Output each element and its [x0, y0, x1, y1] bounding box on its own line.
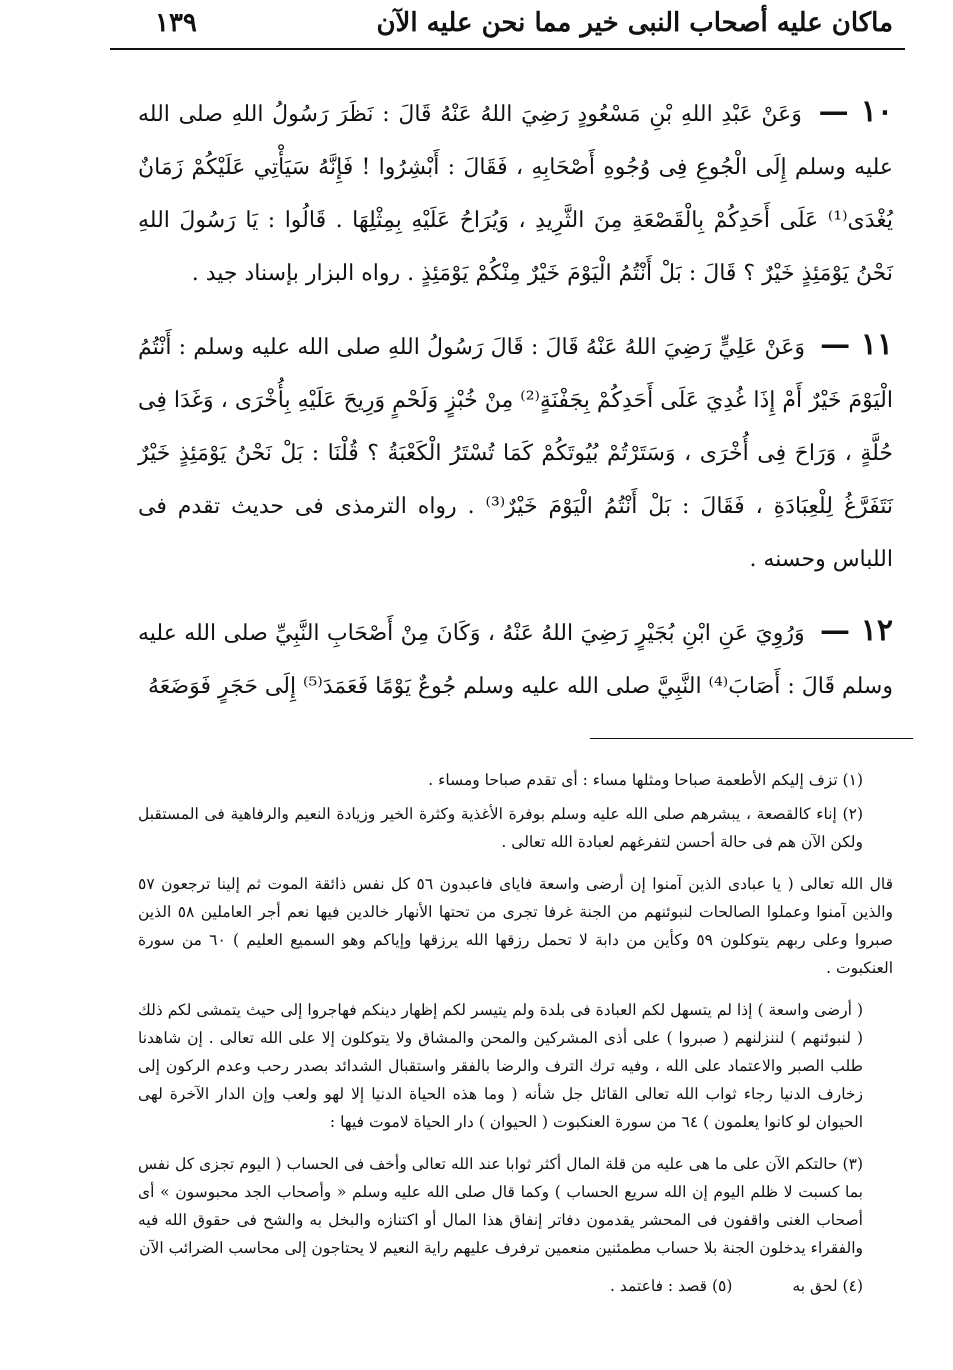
page-header: [60, 8, 893, 48]
hadith-number: ١١ —: [820, 327, 893, 362]
footnote-3: (٣) حالتكم الآن على ما هى عليه من قلة المال أكثر ثوابا عند الله تعالى وأخف فى الحساب ( اليوم تجزى كل نفس بما كسبت لا ظلم اليوم إن الله سريع الحساب ) وكما قال صلى الله عليه وسلم « وأصحاب الجد محبوسون » أى أصحاب الغنى واقفون فى المحشر يقدمون دفاتر إنفاق هذا المال أو اكتنازه والبخل به والشح فى حقوق الله فيه والفقراء يدخلون الجنة بلا حساب مطمئنين منعمين ترفرف عليهم راية النعيم لا يحتاجون إلى محاسب الضرائب الآن: [138, 1155, 863, 1257]
short-footnotes: [138, 1272, 893, 1300]
footnote-quran-quote: قال الله تعالى ( يا عبادى الذين آمنوا إن أرضى واسعة فاياى فاعبدون ٥٦ كل نفس ذائقة الموت ثم إلينا ترجعون ٥٧ والذين آمنوا وعملوا الصالحات لنبوئنهم من الجنة غرفا تجرى من تحتها الأنهار خالدين فيها نعم أجر العاملين ٥٨ الذين صبروا وعلى ربهم يتوكلون ٥٩ وكأين من دابة لا تحمل رزقها الله يرزقها وإياكم وهو السميع العليم ) ٦٠ من سورة العنكبوت .: [138, 875, 894, 977]
footnote-2: (٢) إناء كالقصعة ، يبشرهم صلى الله عليه وسلم بوفرة الأغذية وكثرة الخير وزيادة النعيم والرفاهية فى المستقبل ولكن الآن هم فى حالة أحسن لتفرغهم لعبادة الله تعالى .: [138, 805, 863, 851]
header-rule: [110, 48, 905, 50]
hadith-text: وَرُوِيَ عَنِ ابْنِ بُجَيْرٍ رَضِيَ اللهُ عَنْهُ ، وَكَانَ مِنْ أَصْحَابِ النَّبِيِّ صلى الله عليه وسلم قَالَ : أَصَابَ⁽⁴⁾ النَّبِيَّ صلى الله عليه وسلم جُوعٌ يَوْمًا فَعَمَدَ⁽⁵⁾ إِلَى حَجَرٍ فَوَضَعَهُ: [138, 621, 893, 699]
hadith-number: ١٢ —: [819, 613, 893, 648]
footnotes: [138, 766, 893, 1300]
footnote-1: (١) تزف إليكم الأطعمة صباحا ومثلها مساء : أى تقدم صباحا ومساء .: [428, 771, 863, 789]
hadith-11: [138, 318, 893, 586]
hadith-12: [138, 604, 893, 713]
footnote-rule: [590, 738, 913, 739]
footnote-5: (٥) قصد : فاعتمد .: [609, 1277, 733, 1295]
page-number: ١٣٩: [155, 8, 197, 38]
footnote-commentary: ( أرضى واسعة ) إذا لم يتسهل لكم العبادة فى بلدة ولم يتيسر لكم إظهار دينكم فهاجروا إلى حيث يتمشى لكم ذلك ( لنبوئنهم ) لننزلنهم ( صبروا ) على أذى المشركين والمحن والمشاق ولا يتوكلون إلا على الله تعالى . إن شاهدنا طلب الصبر والاعتماد على الله ، وفيه ترك الترف والرضا بالفقر واستقبال الشدائد بصدر رحب وعدم الركون إلى زخارف الدنيا رجاء ثواب الله تعالى القائل جل شأنه ( وما هذه الحياة الدنيا إلا لهو ولعب وإن الدار الآخرة لهى الحيوان لو كانوا يعلمون ) ٦٤ من سورة العنكبوت ( الحيوان ) دار الحياة لاموت فيها :: [138, 1001, 863, 1131]
hadith-text: وَعَنْ عَبْدِ اللهِ بْنِ مَسْعُودٍ رَضِيَ اللهُ عَنْهُ قَالَ : نَظَرَ رَسُولُ اللهِ صلى الله عليه وسلم إِلَى الْجُوعِ فِى وُجُوهِ أَصْحَابِهِ ، فَقَالَ : أَبْشِرُوا ! فَإِنَّهُ سَيَأْتِي عَلَيْكُمْ زَمَانٌ يُغْدَى⁽¹⁾ عَلَى أَحَدِكُمْ بِالْقَصْعَةِ مِنَ الثَّرِيدِ ، وَيُرَاحُ عَلَيْهِ بِمِثْلِهَا . قَالُوا : يَا رَسُولَ اللهِ نَحْنُ يَوْمَئِذٍ خَيْرٌ ؟ قَالَ : بَلْ أَنْتُمُ الْيَوْمَ خَيْرٌ مِنْكُمْ يَوْمَئِذٍ . رواه البزار بإسناد جيد .: [138, 102, 893, 286]
footnote-4: (٤) لحق به: [792, 1277, 863, 1295]
main-text: [138, 85, 893, 713]
hadith-text: وَعَنْ عَلِيٍّ رَضِيَ اللهُ عَنْهُ قَالَ : قَالَ رَسُولُ اللهِ صلى الله عليه وسلم : أَنْتُمُ الْيَوْمَ خَيْرٌ أَمْ إِذَا غُدِيَ عَلَى أَحَدِكُمْ بِجَفْنَةٍ⁽²⁾ مِنْ خُبْزٍ وَلَحْمٍ وَرِيحَ عَلَيْهِ بِأُخْرَى ، وَغَدَا فِى حُلَّةٍ ، وَرَاحَ فِى أُخْرَى ، وَسَتَرْتُمْ بُيُوتَكُمْ كَمَا تُسْتَرُ الْكَعْبَةُ ؟ قُلْنَا : بَلْ نَحْنُ يَوْمَئِذٍ خَيْرٌ نَتَفَرَّغُ لِلْعِبَادَةِ ، فَقَالَ : بَلْ أَنْتُمُ الْيَوْمَ خَيْرٌ⁽³⁾ . رواه الترمذى فى حديث تقدم فى اللباس وحسنه .: [138, 335, 893, 572]
hadith-10: [138, 85, 893, 300]
running-title: ماكان عليه أصحاب النبى خير مما نحن عليه الآن: [376, 8, 893, 38]
hadith-number: ١٠ —: [818, 94, 893, 129]
